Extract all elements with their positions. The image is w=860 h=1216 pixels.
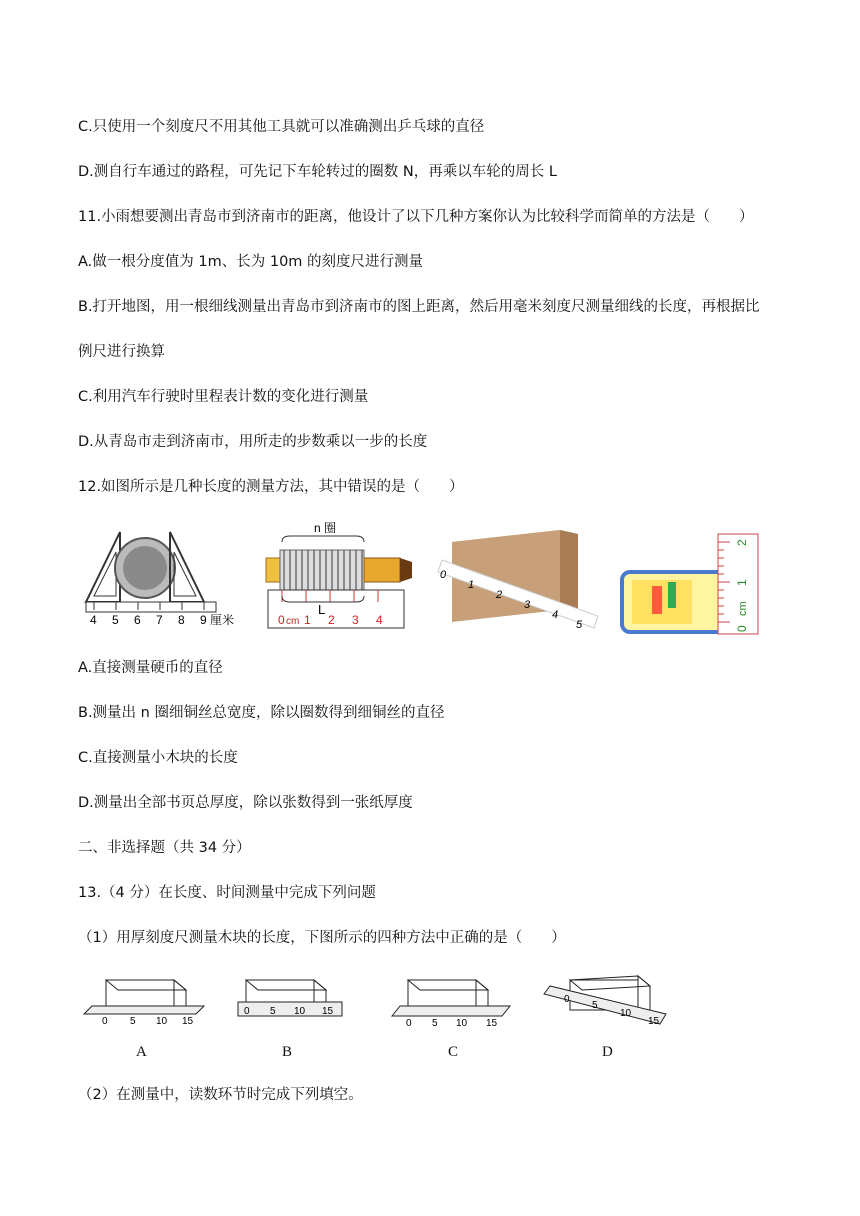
wire-tick-cm: cm bbox=[286, 616, 300, 627]
option-12b: B.测量出 n 圈细铜丝总宽度，除以圈数得到细铜丝的直径 bbox=[78, 705, 445, 721]
wire-tick-2: 2 bbox=[328, 613, 335, 627]
question-13: 13.（4 分）在长度、时间测量中完成下列问题 bbox=[78, 885, 376, 901]
ruler-c-tick-0: 0 bbox=[406, 1018, 412, 1029]
option-11c-prev: C.只使用一个刻度尺不用其他工具就可以准确测出乒乓球的直径 bbox=[78, 119, 485, 135]
section-heading: 二、非选择题（共 34 分） bbox=[78, 840, 251, 856]
caption-c: C bbox=[448, 1044, 459, 1060]
book-tick-1: 1 bbox=[735, 579, 749, 586]
block-tick-1: 1 bbox=[468, 579, 475, 591]
caption-b: B bbox=[282, 1044, 293, 1060]
ruler-d-tick-15: 15 bbox=[648, 1016, 660, 1027]
ruler-d-tick-0: 0 bbox=[564, 994, 570, 1005]
book-unit: cm bbox=[737, 601, 749, 616]
ruler-b-tick-15: 15 bbox=[322, 1006, 334, 1017]
ruler-a-tick-5: 5 bbox=[130, 1016, 136, 1027]
ruler-option-c bbox=[392, 980, 510, 1029]
option-11b-cont: 例尺进行换算 bbox=[78, 344, 165, 360]
coin-tick-9: 9 bbox=[200, 613, 207, 627]
ruler-d-tick-5: 5 bbox=[592, 1000, 598, 1011]
block-tick-0: 0 bbox=[440, 569, 447, 581]
ruler-c-tick-5: 5 bbox=[432, 1018, 438, 1029]
wire-tick-1: 1 bbox=[304, 613, 311, 627]
caption-d: D bbox=[602, 1044, 613, 1060]
coin-measure-diagram bbox=[86, 532, 234, 627]
option-11d: D.从青岛市走到济南市，用所走的步数乘以一步的长度 bbox=[78, 434, 428, 450]
wire-tick-3: 3 bbox=[352, 613, 359, 627]
block-tick-4: 4 bbox=[552, 609, 559, 621]
ruler-a-tick-15: 15 bbox=[182, 1016, 194, 1027]
ruler-option-d bbox=[544, 976, 666, 1027]
wire-label-l: L bbox=[318, 602, 326, 617]
question-13-part1: （1）用厚刻度尺测量木块的长度，下图所示的四种方法中正确的是（ ） bbox=[78, 930, 566, 946]
question-11: 11.小雨想要测出青岛市到济南市的距离，他设计了以下几种方案你认为比较科学而简单的方法是（ ） bbox=[78, 209, 754, 225]
block-tick-2: 2 bbox=[496, 589, 503, 601]
wire-tick-4: 4 bbox=[376, 613, 383, 627]
coin-tick-6: 6 bbox=[134, 613, 141, 627]
option-11b: B.打开地图，用一根细线测量出青岛市到济南市的图上距离，然后用毫米刻度尺测量细线的长度，再根据比 bbox=[78, 299, 760, 315]
question-13-part2: （2）在测量中，读数环节时完成下列填空。 bbox=[78, 1087, 363, 1103]
ruler-c-tick-15: 15 bbox=[486, 1018, 498, 1029]
wire-coil-diagram bbox=[266, 521, 412, 628]
book-pages-diagram bbox=[622, 534, 758, 634]
ruler-b-tick-10: 10 bbox=[294, 1006, 306, 1017]
ruler-option-b bbox=[238, 980, 342, 1017]
wood-block-diagram bbox=[438, 530, 598, 631]
ruler-d-tick-10: 10 bbox=[620, 1008, 632, 1019]
block-tick-3: 3 bbox=[524, 599, 531, 611]
figure-13 bbox=[78, 972, 678, 1034]
coin-unit-label: 厘米 bbox=[210, 613, 235, 627]
book-tick-2: 2 bbox=[735, 539, 749, 546]
ruler-b-tick-0: 0 bbox=[244, 1006, 250, 1017]
option-12c: C.直接测量小木块的长度 bbox=[78, 750, 238, 766]
figure-12 bbox=[78, 520, 788, 640]
caption-a: A bbox=[136, 1044, 147, 1060]
coin-tick-4: 4 bbox=[90, 613, 97, 627]
ruler-b-tick-5: 5 bbox=[270, 1006, 276, 1017]
question-12: 12.如图所示是几种长度的测量方法，其中错误的是（ ） bbox=[78, 479, 464, 495]
option-11a: A.做一根分度值为 1m、长为 10m 的刻度尺进行测量 bbox=[78, 254, 424, 270]
coin-tick-8: 8 bbox=[178, 613, 185, 627]
ruler-option-a bbox=[84, 980, 204, 1027]
coin-tick-7: 7 bbox=[156, 613, 163, 627]
ruler-c-tick-10: 10 bbox=[456, 1018, 468, 1029]
coin-tick-5: 5 bbox=[112, 613, 119, 627]
option-12a: A.直接测量硬币的直径 bbox=[78, 660, 223, 676]
block-tick-5: 5 bbox=[576, 619, 583, 631]
option-11d-prev: D.测自行车通过的路程，可先记下车轮转过的圈数 N，再乘以车轮的周长 L bbox=[78, 164, 557, 180]
ruler-a-tick-0: 0 bbox=[102, 1016, 108, 1027]
option-11c: C.利用汽车行驶时里程表计数的变化进行测量 bbox=[78, 389, 369, 405]
option-12d: D.测量出全部书页总厚度，除以张数得到一张纸厚度 bbox=[78, 795, 413, 811]
wire-tick-0: 0 bbox=[278, 613, 285, 627]
ruler-a-tick-10: 10 bbox=[156, 1016, 168, 1027]
wire-label-n: n 圈 bbox=[314, 521, 337, 535]
book-tick-0: 0 bbox=[735, 625, 749, 632]
